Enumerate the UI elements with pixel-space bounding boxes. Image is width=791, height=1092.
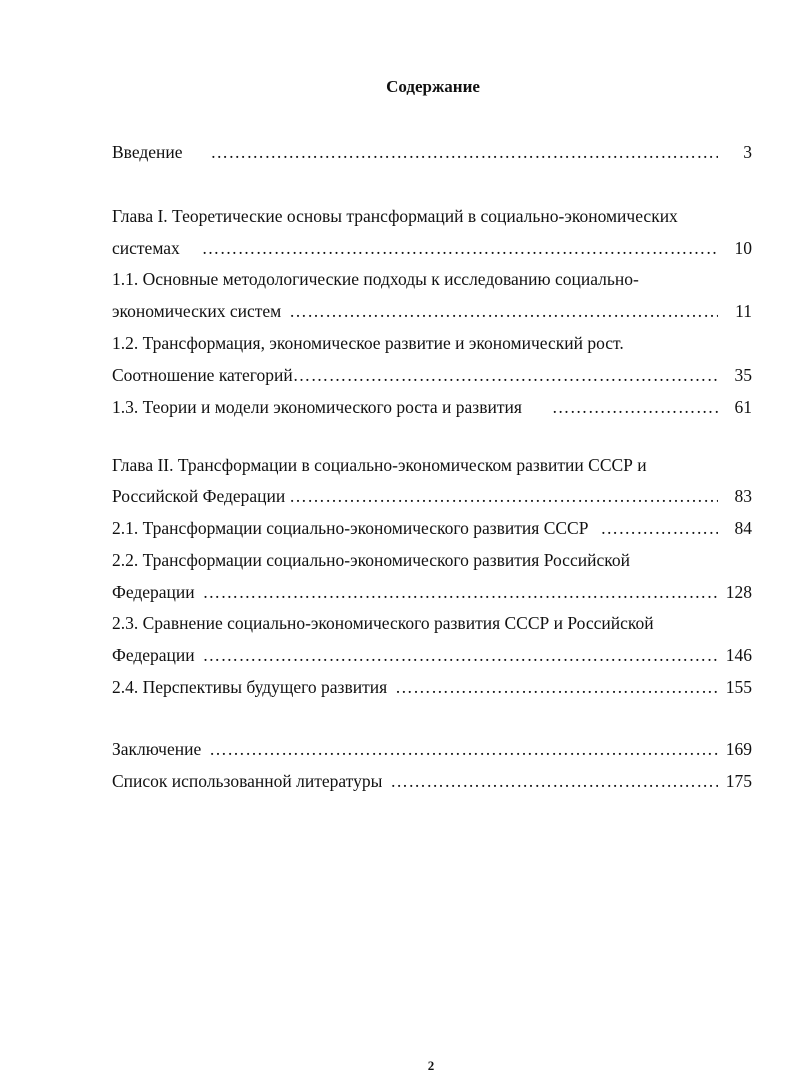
- toc-entry-chapter-2-line-2[interactable]: [112, 484, 752, 508]
- toc-entry-text: Федерации: [112, 645, 195, 665]
- toc-entry-section-2-2-line-2[interactable]: [112, 580, 752, 604]
- toc-entry-page: 146: [725, 645, 752, 665]
- dot-leader: [552, 395, 718, 419]
- toc-entry-text: системах: [112, 238, 180, 258]
- toc-entry-page: 175: [725, 771, 752, 791]
- page-number: 2: [427, 1058, 435, 1073]
- dot-leader: [293, 363, 718, 387]
- page-title: Содержание: [386, 77, 480, 96]
- toc-entry-section-1-1-line-1[interactable]: [112, 267, 752, 291]
- toc-entry-page: 84: [734, 518, 752, 538]
- toc-entry-section-1-2-line-1[interactable]: [112, 331, 752, 355]
- toc-entry-text: 1.1. Основные методологические подходы к исследованию социально-: [112, 269, 639, 289]
- toc-entry-chapter-2-line-1[interactable]: [112, 453, 752, 477]
- toc-entry-conclusion[interactable]: [112, 737, 752, 761]
- toc-entry-section-2-3-line-2[interactable]: [112, 643, 752, 667]
- toc-entry-page: 155: [725, 677, 752, 697]
- toc-entry-text: Российской Федерации: [112, 486, 286, 506]
- toc-entry-text: 2.4. Перспективы будущего развития: [112, 677, 388, 697]
- toc-entry-page: 83: [734, 486, 752, 506]
- toc-entry-page: 35: [734, 365, 752, 385]
- toc-entry-section-1-3[interactable]: [112, 395, 752, 419]
- dot-leader: [209, 737, 718, 761]
- toc-entry-page: 128: [725, 582, 752, 602]
- toc-entry-page: 10: [734, 238, 752, 258]
- toc-entry-intro[interactable]: [112, 140, 752, 164]
- toc-entry-section-1-2-line-2[interactable]: [112, 363, 752, 387]
- toc-entry-text: 1.2. Трансформация, экономическое развитие и экономический рост.: [112, 333, 624, 353]
- toc-entry-text: 2.1. Трансформации социально-экономического развития СССР: [112, 518, 589, 538]
- toc-entry-text: 1.3. Теории и модели экономического роста и развития: [112, 397, 522, 417]
- dot-leader: [203, 580, 718, 604]
- toc-entry-page: 169: [725, 739, 752, 759]
- toc-entry-text: 2.2. Трансформации социально-экономического развития Российской: [112, 550, 630, 570]
- toc-entry-section-2-1[interactable]: [112, 516, 752, 540]
- toc-entry-text: Глава I. Теоретические основы трансформаций в социально-экономических: [112, 206, 678, 226]
- toc-entry-page: 11: [735, 301, 752, 321]
- toc-entry-section-2-3-line-1[interactable]: [112, 611, 752, 635]
- toc-entry-bibliography[interactable]: [112, 769, 752, 793]
- toc-entry-text: Глава II. Трансформации в социально-экономическом развитии СССР и: [112, 455, 647, 475]
- toc-entry-text: Введение: [112, 142, 183, 162]
- toc-entry-page: 3: [743, 142, 752, 162]
- dot-leader: [203, 643, 718, 667]
- toc-entry-section-2-4[interactable]: [112, 675, 752, 699]
- dot-leader: [390, 769, 718, 793]
- toc-entry-text: Список использованной литературы: [112, 771, 383, 791]
- toc-entry-chapter-1-line-1[interactable]: [112, 204, 752, 228]
- toc-entry-text: Соотношение категорий: [112, 365, 293, 385]
- dot-leader: [600, 516, 718, 540]
- toc-entry-text: 2.3. Сравнение социально-экономического развития СССР и Российской: [112, 613, 654, 633]
- toc-entry-chapter-1-line-2[interactable]: [112, 236, 752, 260]
- toc-entry-text: Федерации: [112, 582, 195, 602]
- dot-leader: [289, 484, 718, 508]
- toc-entry-page: 61: [734, 397, 752, 417]
- dot-leader: [289, 299, 718, 323]
- toc-entry-text: экономических систем: [112, 301, 282, 321]
- dot-leader: [395, 675, 718, 699]
- toc-entry-text: Заключение: [112, 739, 202, 759]
- toc-entry-section-2-2-line-1[interactable]: [112, 548, 752, 572]
- dot-leader: [202, 236, 718, 260]
- toc-entry-section-1-1-line-2[interactable]: [112, 299, 752, 323]
- dot-leader: [211, 140, 718, 164]
